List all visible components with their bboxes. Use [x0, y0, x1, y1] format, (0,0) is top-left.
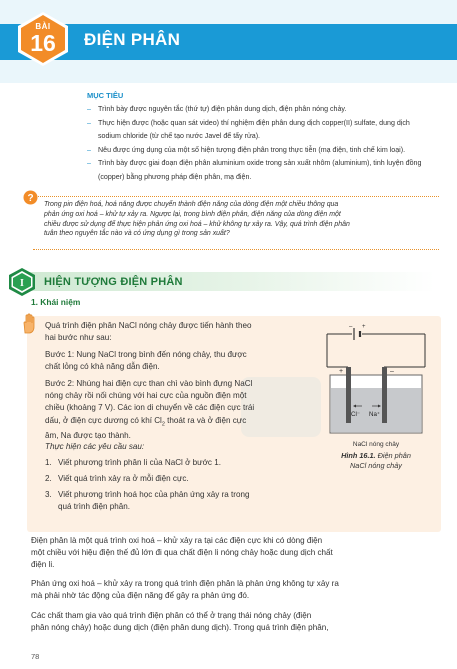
question-line: tuân theo nguyên tắc nào và có ứng dụng gì trong sản xuất? [44, 230, 230, 238]
battery-plus: + [362, 324, 366, 330]
body-paragraph [31, 578, 441, 602]
requirement-number: 1. [45, 458, 52, 467]
hand-activity-icon [20, 312, 40, 334]
paragraph-line: điện li. [31, 560, 55, 570]
page-number: 78 [31, 652, 40, 661]
objective-item: – Trình bày được nguyên tắc (thứ tự) điện phân dung dịch, điện phân nóng chảy. [87, 103, 433, 117]
lesson-title: ĐIỆN PHÂN [84, 30, 181, 49]
objectives-heading: MỤC TIÊU [87, 91, 124, 100]
battery-minus: – [349, 324, 353, 330]
activity-line: nóng chảy rồi nối chúng với hai cực của nguồn điện một [45, 391, 247, 401]
requirement-text: quá trình điện phân. [58, 502, 131, 512]
melt-label: NaCl nóng chảy [352, 441, 400, 448]
section-numeral: I [20, 278, 24, 289]
objective-item: – Thực hiện được (hoặc quan sát video) thí nghiệm điện phân dung dịch copper(II) sulfate, dung dịch sodium chloride (từ chế tạo nước Javel để tẩy rửa). [87, 117, 433, 144]
molten-nacl [331, 388, 421, 432]
question-line: phản ứng oxi hoá – khử tự xảy ra. Ngược lại, trong bình điện phân, điện năng của dòng điện một [44, 210, 341, 218]
requirements-heading: Thực hiện các yêu cầu sau: [45, 442, 145, 451]
body-paragraph [31, 535, 441, 572]
section-title: HIỆN TƯỢNG ĐIỆN PHÂN [44, 276, 183, 288]
subsection-title: 1. Khái niệm [31, 297, 81, 307]
subscript: 2 [161, 421, 165, 428]
activity-line: Bước 1: Nung NaCl trong bình đến nóng chảy, thu được [45, 350, 247, 359]
ion-sodium: Na⁺ [369, 411, 381, 418]
lesson-number: 16 [30, 30, 56, 56]
activity-text: dấu, ở điện cực dương có khí Cl [45, 415, 162, 425]
activity-line: Bước 2: Nhúng hai điện cực than chì vào bình đựng NaCl [45, 379, 253, 388]
anode-sign: + [339, 368, 344, 375]
question-line: Trong pin điện hoá, hoá năng được chuyển thành điện năng của dòng điện một chiều thông qua [44, 201, 339, 208]
paragraph-line: Điện phân là một quá trình oxi hoá – khử xảy ra tại các điện cực khi có dòng điện [31, 536, 323, 545]
lesson-badge-word: BÀI [35, 22, 51, 31]
paragraph-line: phân nóng chảy) hoặc dung dịch (điện phân dung dịch). Trong quá trình điện phân, [31, 623, 329, 633]
figure-caption-text: Điện phân [375, 451, 411, 460]
requirement-item [45, 489, 313, 513]
requirement-text: Viết phương trình hoá học của phản ứng xảy ra trong [58, 490, 250, 499]
figure-number: Hình 16.1. [341, 451, 376, 460]
requirement-text: Viết quá trình xảy ra ở mỗi điện cực. [58, 474, 189, 483]
activity-line: chất lỏng có khả năng dẫn điện. [45, 362, 160, 372]
objective-item: – Nêu được ứng dụng của một số hiện tượng điện phân trong thực tiễn (mạ điện, tinh chế kim loại). [87, 144, 433, 158]
cathode-sign: – [390, 368, 394, 375]
activity-line: chiều (khoảng 7 V). Các ion di chuyển về các điện cực trái [45, 403, 255, 413]
electrolysis-figure [322, 322, 430, 458]
svg-text:?: ? [27, 193, 34, 204]
activity-step1 [45, 349, 307, 373]
paragraph-line: Phản ứng oxi hoá – khử xảy ra trong quá trình điện phân là phản ứng không tự xảy ra [31, 579, 339, 588]
activity-line: hai bước như sau: [45, 333, 112, 343]
objective-item: – Trình bày được giai đoạn điện phân aluminium oxide trong sản xuất nhôm (aluminium), tinh luyện đồng (copper) bằng phương pháp điện phân, mạ điện. [87, 157, 433, 184]
lesson-badge [14, 10, 72, 68]
activity-line [45, 415, 307, 431]
activity-line: Quá trình điện phân NaCl nóng chảy được tiến hành theo [45, 321, 252, 330]
activity-text: thoát ra và ở điện cực [164, 415, 247, 425]
figure-caption [316, 451, 436, 470]
requirement-number: 3. [45, 490, 52, 499]
activity-step2 [45, 378, 307, 443]
paragraph-line: Các chất tham gia vào quá trình điện phân có thể ở trạng thái nóng chảy (điện [31, 611, 312, 620]
ion-chloride: Cl⁻ [351, 411, 361, 418]
cathode-electrode [382, 367, 387, 423]
body-paragraph [31, 610, 441, 634]
requirement-text: Viết phương trình phân li của NaCl ở bước 1. [58, 458, 221, 467]
requirement-number: 2. [45, 474, 52, 483]
activity-intro [45, 320, 307, 344]
objectives-list [87, 103, 433, 185]
section-hexagon-icon [7, 267, 37, 297]
paragraph-line: mà phải nhờ tác động của điện năng để gây ra phản ứng đó. [31, 591, 250, 601]
paragraph-line: một chiều với hiệu điện thế đủ lớn đi qua chất điện li nóng chảy hoặc dung dịch chất [31, 548, 333, 558]
activity-line: âm, Na được tạo thành. [45, 431, 131, 441]
question-line: chiều được sử dụng để thực hiện phản ứng oxi hoá – khử không tự xảy ra. Vậy, quá trình điện phân [44, 220, 350, 228]
figure-caption-text: NaCl nóng chảy [350, 460, 402, 470]
requirement-item [45, 473, 313, 485]
question-text [44, 200, 444, 239]
question-icon [23, 190, 38, 205]
requirement-item [45, 457, 313, 469]
